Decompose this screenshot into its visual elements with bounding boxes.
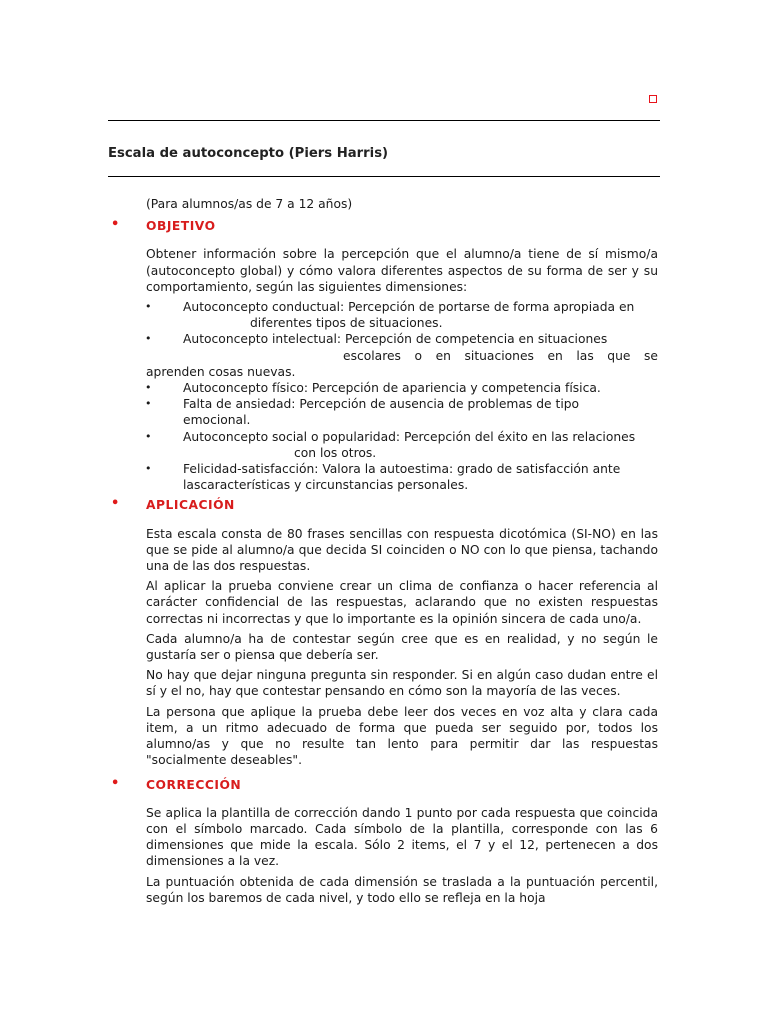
aplicacion-paragraph: No hay que dejar ninguna pregunta sin responder. Si en algún caso dudan entre el sí y el no, hay que contestar pensando en cómo son la mayoría de las veces. (146, 668, 658, 699)
dimensions-list (146, 299, 658, 493)
aplicacion-paragraph: Al aplicar la prueba conviene crear un clima de confianza o hacer referencia al carácter confidencial de las respuestas, aclarando que no existen respuestas correctas ni incorrectas y que lo importante es la opinión sincera de cada uno/a. (146, 579, 658, 626)
list-item: • Falta de ansiedad: Percepción de ausencia de problemas de tipo emocional. (145, 397, 580, 428)
age-range: (Para alumnos/as de 7 a 12 años) (146, 197, 353, 211)
bullet-icon: • (145, 381, 152, 395)
bullet-icon: • (145, 462, 152, 476)
list-item: • Autoconcepto social o popularidad: Percepción del éxito en las relaciones con los otros. (145, 429, 636, 460)
bullet-icon: • (111, 775, 120, 791)
bullet-icon: • (145, 429, 152, 443)
section-heading-aplicacion: • APLICACIÓN (111, 496, 235, 513)
bullet-icon: • (145, 397, 152, 411)
section-heading-objetivo: • OBJETIVO (111, 217, 216, 234)
bullet-icon: • (111, 217, 120, 233)
list-item: • Autoconcepto intelectual: Percepción de competencia en situaciones escolares o en situaciones en las que se aprenden cosas nuevas. (145, 332, 658, 379)
aplicacion-paragraph: Cada alumno/a ha de contestar según cree que es en realidad, y no según le gustaría ser o piensa que debería ser. (146, 631, 658, 663)
top-divider (108, 120, 660, 121)
title-divider (108, 176, 660, 177)
correccion-paragraph: Se aplica la plantilla de corrección dando 1 punto por cada respuesta que coincida con el símbolo marcado. Cada símbolo de la plantilla, corresponde con las 6 dimensiones que mide la escala. Sólo 2 items, el 7 y el 12, pertenecen a dos dimensiones a la vez. (146, 805, 658, 869)
list-item: • Autoconcepto conductual: Percepción de portarse de forma apropiada en diferentes tipos de situaciones. (145, 300, 635, 331)
bullet-icon: • (145, 300, 152, 314)
square-marker-icon (649, 95, 657, 103)
aplicacion-paragraph: Esta escala consta de 80 frases sencillas con respuesta dicotómica (SI-NO) en las que se pide al alumno/a que decida SI coinciden o NO con lo que piensa, tachando una de las dos respuestas. (146, 526, 658, 574)
bullet-icon: • (111, 496, 120, 512)
document-body (111, 196, 658, 910)
list-item: • Autoconcepto físico: Percepción de apariencia y competencia física. (145, 381, 601, 396)
aplicacion-paragraph: La persona que aplique la prueba debe leer dos veces en voz alta y clara cada item, a un ritmo adecuado de forma que pueda ser seguido por, todos los alumno/as y que no resulte tan lento para permitir dar las respuestas "socialmente deseables". (146, 704, 658, 768)
correccion-paragraph: La puntuación obtenida de cada dimensión se traslada a la puntuación percentil, según los baremos de cada nivel, y todo ello se refleja en la hoja (146, 874, 658, 905)
bullet-icon: • (145, 332, 152, 346)
list-item: • Felicidad-satisfacción: Valora la autoestima: grado de satisfacción ante lascaracterísticas y circunstancias personales. (145, 462, 621, 493)
objetivo-intro: Obtener información sobre la percepción que el alumno/a tiene de sí mismo/a (autoconcepto global) y cómo valora diferentes aspectos de su forma de ser y su comportamiento, según las siguientes dimensiones: (146, 247, 658, 294)
section-heading-correccion: • CORRECCIÓN (111, 775, 242, 792)
document-title: Escala de autoconcepto (Piers Harris) (108, 146, 389, 161)
